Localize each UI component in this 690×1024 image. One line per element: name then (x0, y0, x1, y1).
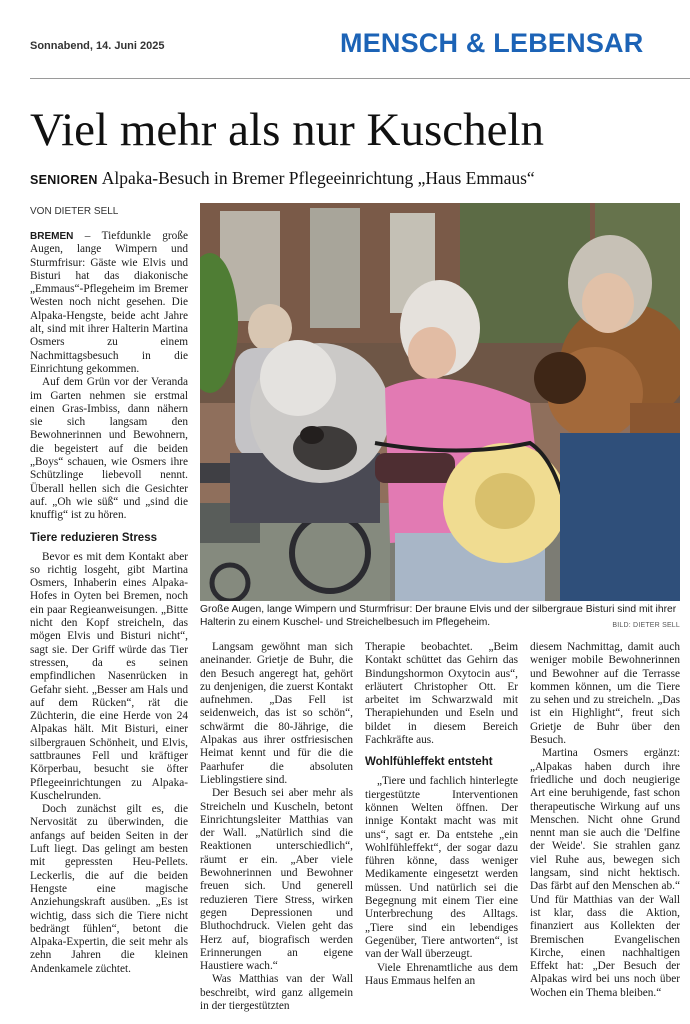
article-photo (200, 203, 680, 601)
section-title: MENSCH & LEBENSAR (340, 28, 644, 58)
paragraph: Bevor es mit dem Kontakt aber so richtig losgeht, gibt Martina Osmers, Inhaberin eines Alpaka-Hofes in Oyten bei Bremen, noch ein paar Regieanweisungen. „Bitte nicht den Kopf streicheln, das mögen Elvis und Bisturi nicht“, sagt sie. Der Griff würde das Tier stressen, da es seinen empfindlichen Nasenrücken in Gefahr sieht. „Besser am Hals und auf dem Rücken“, rät die Züchterin, die eine Herde von 24 Alpakas hält. Mit Bisturi, einer silbergrauen Schönheit, und Elvis, sattbraunes Fell und kräftiger Körperbau, besucht sie öfter Pflegeeinrichtungen zu Alpaka-Kuschelrunden. (30, 550, 188, 802)
paragraph: Martina Osmers ergänzt: „Alpakas haben durch ihre friedliche und doch neugierige Art eine beruhigende, fast schon therapeutische Wirkung auf uns Menschen. Nicht ohne Grund nennt man sie auch die 'Delfine der Weide'. Sie strahlen ganz viel Ruhe aus, bewegen sich langsam, sind nicht hektisch. Das färbt auf den Menschen ab.“ Und für Matthias van der Wall ist klar, dass die Aktion, finanziert aus Kollekten der Bremischen Evangelischen Kirche, einen nachhaltigen Effekt hat: „Der Besuch der Alpakas wird bei uns noch über Wochen ein Thema bleiben.“ (530, 747, 680, 999)
paragraph: Langsam gewöhnt man sich aneinander. Grietje de Buhr, die den Besuch angeregt hat, gehört zu denjenigen, die zuerst Kontakt aufnehmen. „Das Fell ist seidenweich, das ist so schön“, schwärmt die 80-Jährige, die Alpakas aus ihrer ostfriesischen Heimat kennt und für die die Paarhufer die absoluten Lieblingstiere sind. (200, 641, 353, 786)
issue-date: Sonnabend, 14. Juni 2025 (30, 40, 165, 52)
paragraph (30, 230, 188, 376)
article-author: VON DIETER SELL (30, 206, 119, 217)
paragraph: Auf dem Grün vor der Veranda im Garten nehmen sie erstmal einen Gras-Imbiss, dann nähern sie sich langsam den Bewohnerinnen und Bewohnern, die begeistert auf die beiden „Boys“ schauen, wie Osmers ihre Schützlinge liebevoll nennt. Überall hellen sich die Gesichter auf. „Oh wie süß“ und „sind die knuffig“ ist zu hören. (30, 376, 188, 522)
article-column-1 (30, 230, 188, 1020)
article-headline: Viel mehr als nur Kuscheln (30, 104, 545, 156)
article-subheadline (30, 168, 535, 189)
article-kicker: SENIOREN (30, 173, 98, 187)
photo-caption (200, 603, 680, 632)
paragraph: Doch zunächst gilt es, die Nervosität zu überwinden, die anfangs auf beiden Seiten in der Luft liegt. Das gelingt am besten mit gepressten Heu-Pellets. Leckerlis, die auf die beiden Hengste eine magische Anziehungskraft ausüben. „Es ist wichtig, dass sich die Tiere nicht bedrängt fühlen“, betont die Alpaka-Expertin, die seit mehr als zehn Jahren die kleinen Andenkamele züchtet. (30, 803, 188, 975)
article-column-4 (530, 641, 680, 1021)
photo-credit: BILD: DIETER SELL (612, 622, 680, 629)
article-column-3 (365, 641, 518, 1021)
paragraph: Viele Ehrenamtliche aus dem Haus Emmaus helfen an (365, 961, 518, 987)
paragraph: Therapie beobachtet. „Beim Kontakt schüttet das Gehirn das Bindungshormon Oxytocin aus“, erläutert Christopher Ott. Er arbeitet im Schwarzwald mit Therapiehunden und Eseln und bildet in diesem Bereich Fachkräfte aus. (365, 641, 518, 747)
paragraph: „Tiere und fachlich hinterlegte tiergestützte Interventionen können Welten öffnen. Der innige Kontakt macht was mit uns“, sagt er. Da entstehe „ein Wohlfühleffekt“, der sogar dazu führen könne, dass weniger Medikamente eingesetzt werden müssen. Und natürlich sei die Begegnung mit einem Tier eine Unterbrechung des Alltags. „Tiere sind ein lebendiges Gegenüber, Tiere antworten“, ist van der Wall überzeugt. (365, 775, 518, 961)
dateline: BREMEN (30, 231, 74, 242)
caption-text: Große Augen, lange Wimpern und Sturmfrisur: Der braune Elvis und der silbergraue Bisturi sind mit ihrer Halterin zu einem Kuschel- und Streichelbesuch im Pflegeheim. (200, 604, 677, 628)
subheadline-text: Alpaka-Besuch in Bremer Pflegeeinrichtung „Haus Emmaus“ (101, 168, 535, 188)
header-divider (30, 78, 690, 79)
paragraph: Was Matthias van der Wall beschreibt, wird ganz allgemein in der tiergestützten (200, 973, 353, 1013)
paragraph: Der Besuch sei aber mehr als Streicheln und Kuscheln, betont Einrichtungsleiter Matthias van der Wall. „Natürlich sind die Reaktionen unterschiedlich“, räumt er ein. „Aber viele Bewohnerinnen und Bewohner freuen sich. Und generell reduzieren Tiere Stress, wirken gegen Depressionen und Bluthochdruck. Vielen geht das Herz auf, biografisch werden Erinnerungen an eigene Haustiere wach.“ (200, 787, 353, 973)
article-column-2 (200, 641, 353, 1021)
subheading: Wohlfühleffekt entsteht (365, 756, 493, 769)
subheading: Tiere reduzieren Stress (30, 531, 157, 544)
page-header (30, 22, 690, 70)
paragraph: diesem Nachmittag, damit auch weniger mobile Bewohnerinnen und Bewohner auf die Terrasse kommen können, um die Tiere zu sehen und zu streicheln. „Das ist ein Highlight“, freut sich Grietje de Buhr über den Besuch. (530, 641, 680, 747)
paragraph-text: – Tiefdunkle große Augen, lange Wimpern und Sturmfrisur: Gäste wie Elvis und Bisturi hat das diakonische „Emmaus“-Pflegeheim im Bremer Westen noch nicht gesehen. Die Alpaka-Hengste, beide acht Jahre alt, sind mit ihrer Halterin Martina Osmers zu einem Nachmittagsbesuch in die Einrichtung gekommen. (30, 230, 188, 375)
